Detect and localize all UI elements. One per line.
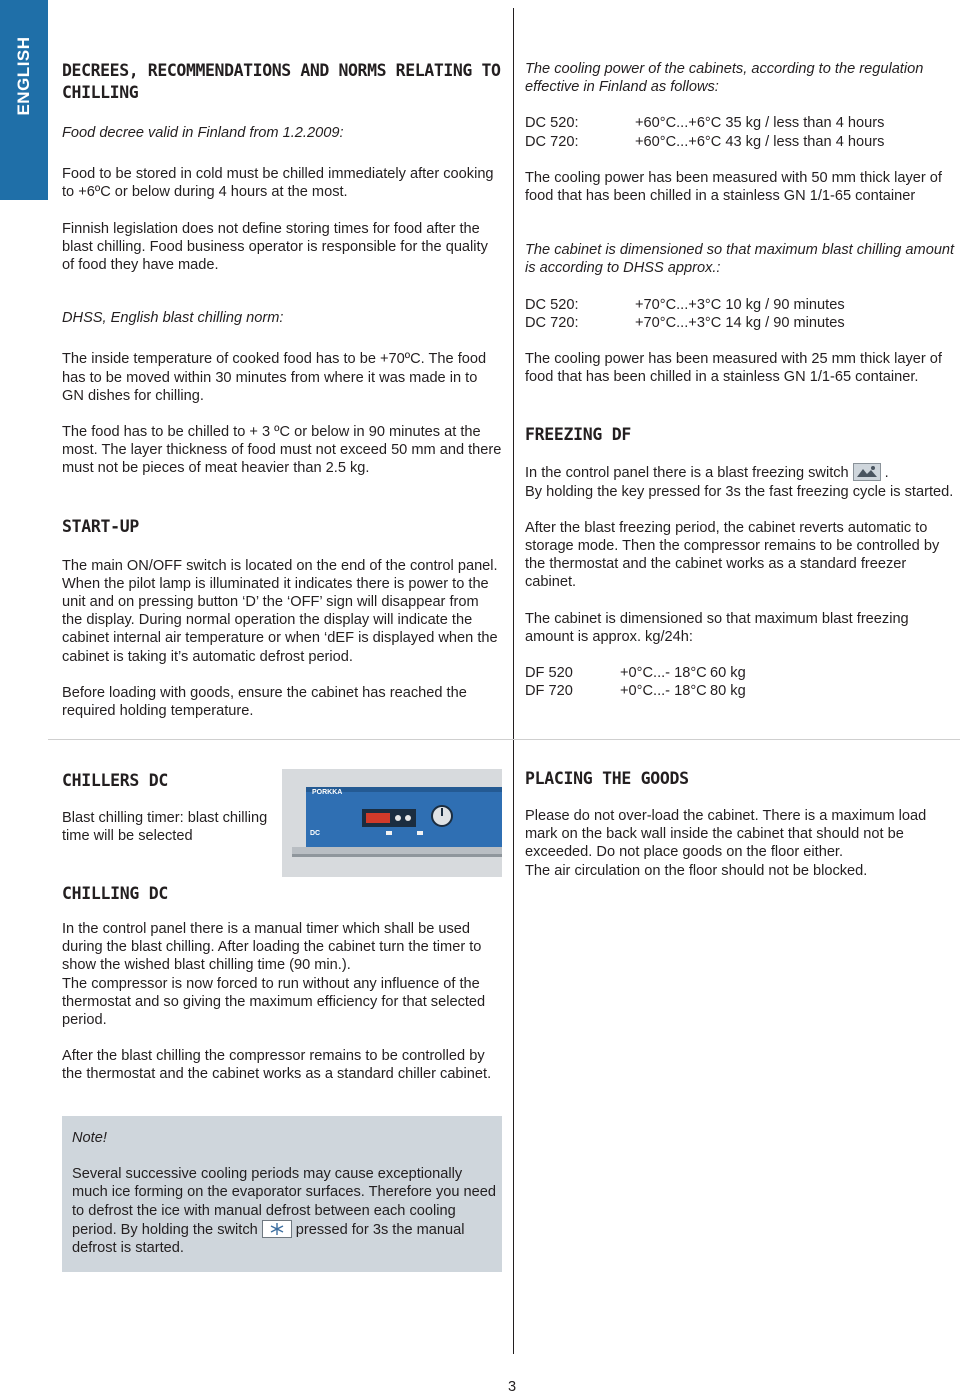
spec-amount: 80 kg (710, 683, 746, 700)
panel-brand: PORKKA (312, 789, 343, 796)
chilling-heading: CHILLING DC (62, 884, 168, 903)
dhss-label: DHSS, English blast chilling norm: (62, 310, 284, 327)
decree-paragraph-2: Finnish legislation does not define storing times for food after the blast chilling. Food business operator is responsible for the quality of food they have made. (62, 220, 488, 274)
note-text-b: pressed for 3s the manual defrost is started. (72, 1221, 465, 1257)
spec-value: +60°C...+6°C 43 kg / less than 4 hours (635, 133, 885, 150)
dhss-spec-row (525, 314, 957, 332)
panel-model: DC (310, 830, 321, 837)
decree-paragraph-1: Food to be stored in cold must be chilled immediately after cooking to +6ºC or below during 4 hours at the most. (62, 166, 494, 201)
freezing-paragraph-3: The cabinet is dimensioned so that maximum blast freezing amount is approx. kg/24h: (525, 610, 909, 645)
placing-heading: PLACING THE GOODS (525, 769, 689, 788)
spec-amount: 60 kg (710, 665, 746, 682)
spec-model: DC 720: (525, 314, 579, 331)
spec-temp: +0°C...- 18°C (620, 683, 707, 700)
chillers-heading: CHILLERS DC (62, 771, 168, 790)
cooling-power-label: The cooling power of the cabinets, according to the regulation effective in Finland as follows: (525, 61, 924, 96)
dhss-paragraph-2: The food has to be chilled to + 3 ºC or below in 90 minutes at the most. The layer thickness of food must not exceed 50 mm and there must not be pieces of meat heavier than 2.5 kg. (62, 424, 502, 477)
freezing-switch-text: In the control panel there is a blast freezing switch (525, 465, 849, 482)
note-label: Note! (72, 1130, 107, 1146)
page-number: 3 (507, 1379, 517, 1395)
placing-paragraph-2: The air circulation on the floor should not be blocked. (525, 862, 868, 879)
column-divider (513, 8, 514, 1354)
dhss-paragraph-1: The inside temperature of cooked food has to be +70ºC. The food has to be moved within 30 minutes from where it was made in to GN dishes for chilling. (62, 351, 487, 404)
control-panel-photo (282, 769, 502, 877)
freezing-spec-table (525, 664, 957, 700)
chilling-paragraph-3: After the blast chilling the compressor remains to be controlled by the thermostat and the cabinet works as a standard chiller cabinet. (62, 1048, 492, 1083)
spec-model: DC 520: (525, 296, 579, 313)
chillers-section (62, 770, 272, 845)
placing-section (525, 768, 957, 880)
freezing-hold-text: By holding the key pressed for 3s the fast freezing cycle is started. (525, 483, 954, 500)
cooling-spec-row (525, 114, 957, 132)
placing-paragraph-1: Please do not over-load the cabinet. There is a maximum load mark on the back wall inside the cabinet that should not be exceeded. Do not place goods on the floor either. (525, 808, 927, 861)
defrost-switch-icon (262, 1220, 292, 1238)
spec-value: +60°C...+6°C 35 kg / less than 4 hours (635, 115, 885, 132)
decree-label: Food decree valid in Finland from 1.2.2009: (62, 125, 344, 141)
freezing-spec-row (525, 682, 957, 700)
spec-value: +70°C...+3°C 14 kg / 90 minutes (635, 314, 845, 331)
control-panel-illustration (282, 769, 502, 877)
dhss-measure-paragraph: The cooling power has been measured with 25 mm thick layer of food that has been chilled in a stainless GN 1/1-65 container. (525, 351, 942, 386)
spec-temp: +0°C...- 18°C (620, 665, 707, 682)
chilling-paragraph-1: In the control panel there is a manual timer which shall be used during the blast chilling. After loading the cabinet turn the timer to show the wished blast chilling time (90 min.). (62, 921, 482, 974)
note-text-a: Several successive cooling periods may cause exceptionally much ice forming on the evaporator surfaces. Therefore you need to defrost the ice with manual defrost between each cooling period. By holding the switch (72, 1166, 496, 1238)
spec-model: DF 520 (525, 665, 573, 682)
language-tab-label: ENGLISH (13, 36, 33, 116)
cooling-spec-table (525, 114, 957, 150)
freezing-paragraph-2: After the blast freezing period, the cabinet reverts automatic to storage mode. Then the compressor remains to be controlled by the thermostat and the cabinet works as a standard freezer cabinet. (525, 519, 940, 591)
blast-freeze-switch-icon (853, 463, 881, 481)
spec-model: DF 720 (525, 683, 573, 700)
cooling-measure-paragraph: The cooling power has been measured with 50 mm thick layer of food that has been chilled in a stainless GN 1/1-65 container (525, 169, 942, 205)
freezing-spec-row (525, 664, 957, 682)
spec-model: DC 520: (525, 115, 579, 132)
freezing-paragraph-1 (525, 463, 957, 500)
decrees-heading: DECREES, RECOMMENDATIONS AND NORMS RELATING TO CHILLING (62, 61, 501, 102)
section-divider (48, 739, 960, 740)
language-tab (0, 0, 48, 200)
freezing-heading: FREEZING DF (525, 425, 631, 445)
startup-paragraph-2: Before loading with goods, ensure the cabinet has reached the required holding temperature. (62, 684, 467, 720)
chilling-paragraph-2: The compressor is now forced to run without any influence of the thermostat and so giving the maximum efficiency for that selected period. (62, 975, 486, 1029)
timer-caption: Blast chilling timer: blast chilling time will be selected (62, 810, 268, 845)
startup-heading: START-UP (62, 516, 140, 536)
spec-value: +70°C...+3°C 10 kg / 90 minutes (635, 296, 845, 313)
startup-paragraph-1: The main ON/OFF switch is located on the end of the control panel. When the pilot lamp is illuminated it indicates there is power to the unit and on pressing button ‘D’ the ‘OFF’ sign will disappear from the display. During normal operation the display will indicate the cabinet internal air temperature or when ‘dEF is displayed when the cabinet is taking it’s automatic defrost period. (62, 557, 498, 665)
note-box (62, 1116, 502, 1272)
cooling-spec-row (525, 133, 957, 151)
left-column (62, 60, 502, 720)
dhss-spec-row (525, 296, 957, 314)
chilling-section (62, 883, 502, 1084)
note-text (72, 1165, 497, 1257)
spec-model: DC 720: (525, 133, 579, 150)
freezing-switch-dot: . (884, 465, 889, 482)
right-column (525, 60, 957, 700)
dimension-label: The cabinet is dimensioned so that maximum blast chilling amount is according to DHSS approx.: (525, 242, 955, 277)
dhss-spec-table (525, 296, 957, 332)
